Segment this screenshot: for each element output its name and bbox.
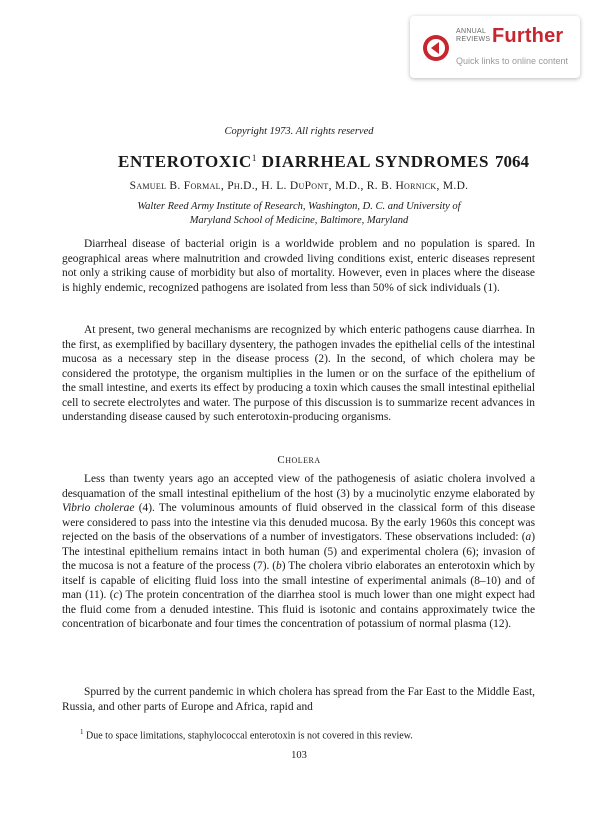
further-badge[interactable] (410, 16, 580, 78)
paragraph-mechanisms (62, 323, 535, 425)
footnote (62, 728, 535, 741)
paragraph-3 (62, 472, 535, 632)
footnote-text: Due to space limitations, staphylococcal enterotoxin is not covered in this review. (83, 730, 413, 742)
authors-line: Samuel B. Formal, Ph.D., H. L. DuPont, M.D., R. B. Hornick, M.D. (129, 180, 469, 192)
paragraph-cholera-history (62, 472, 535, 632)
title-part-a: ENTEROTOXIC (118, 152, 252, 171)
footnote-marker: 1 (80, 728, 84, 736)
paragraph-1: Diarrheal disease of bacterial origin is a worldwide problem and no population is spared. In geographical areas where malnutrition and crowded living conditions exist, enteric diseases represent not only a striking cause of morbidity but also of mortality. However, even in places where the disease is highly endemic, recognized pathogens are isolated from less than 50% of sick individuals (1). (62, 238, 535, 294)
paragraph-2: At present, two general mechanisms are recognized by which enteric pathogens cause diarrhea. In the first, as exemplified by bacillary dysentery, the pathogen invades the epithelial cells of the intestinal mucosa as a necessary step in the disease process (2). In the second, of which cholera may be considered the prototype, the organism multiplies in the lumen or on the surface of the epithelium of the small intestine, and exerts its effect by producing a toxin which causes the small intestinal epithelial cell to secrete electrolytes and water. The purpose of this discussion is to summarize recent advances in understanding disease caused by such enterotoxin-producing organisms. (62, 324, 535, 424)
p3-part-a: Less than twenty years ago an accepted view of the pathogenesis of asiatic cholera involved a desquamation of the small intestinal epithelium of the host (3) by a mucinolytic enzyme elaborated by (62, 473, 535, 500)
title-part-b: DIARRHEAL SYNDROMES (256, 152, 490, 171)
p3-species-name: Vibrio cholerae (62, 502, 135, 515)
badge-brand-line2: REVIEWS (456, 36, 491, 43)
paragraph-pandemic (62, 685, 535, 714)
badge-brand-line1: ANNUAL (456, 28, 487, 35)
article-id: 7064 (495, 152, 529, 171)
affiliation (0, 200, 598, 228)
p3-part-b: (4). The voluminous amounts of fluid observed in the classical form of this disease were considered to pass into the intestine via this denuded mucosa. By the early 1960s this concept was rejected on the basis of the observations of a number of investigators. These observations included: ( (62, 502, 536, 544)
paragraph-4: Spurred by the current pandemic in which cholera has spread from the Far East to the Middle East, Russia, and other parts of Europe and Africa, rapid and (62, 686, 535, 713)
paragraph-intro (62, 237, 535, 295)
p3-part-e: ) The protein concentration of the diarrhea stool is much lower than one might expect had the fluid come from a denuded intestine. This fluid is isotonic and contains approximately twice the concentration of bicarbonate and four times the concentration of potassium of normal plasma (12). (62, 589, 535, 631)
copyright-line: Copyright 1973. All rights reserved (224, 126, 374, 137)
p3-label-b: b (276, 560, 282, 573)
badge-subtitle: Quick links to online content (456, 56, 569, 66)
p3-part-d: ) The cholera vibrio elaborates an enterotoxin which by itself is capable of eliciting fluid loss into the small intestine of experimental animals (8–10) and of man (11). ( (62, 560, 536, 602)
title-footnote-marker[interactable]: 1 (251, 153, 257, 163)
article-title (118, 152, 489, 172)
p3-part-c: ) The intestinal epithelium remains intact in both human (5) and experimental cholera (6); invasion of the mucosa is not a feature of the process (7). ( (62, 531, 535, 573)
badge-brand (456, 28, 490, 44)
affiliation-line2: Maryland School of Medicine, Baltimore, Maryland (189, 215, 409, 226)
affiliation-line1: Walter Reed Army Institute of Research, Washington, D. C. and University of (137, 201, 461, 212)
badge-further-label: Further (492, 25, 564, 47)
page-number: 103 (291, 750, 307, 761)
p3-label-c: c (113, 589, 119, 602)
p3-label-a: a (525, 531, 532, 544)
further-arrow-icon (422, 34, 450, 62)
section-heading-cholera: Cholera (277, 454, 321, 466)
